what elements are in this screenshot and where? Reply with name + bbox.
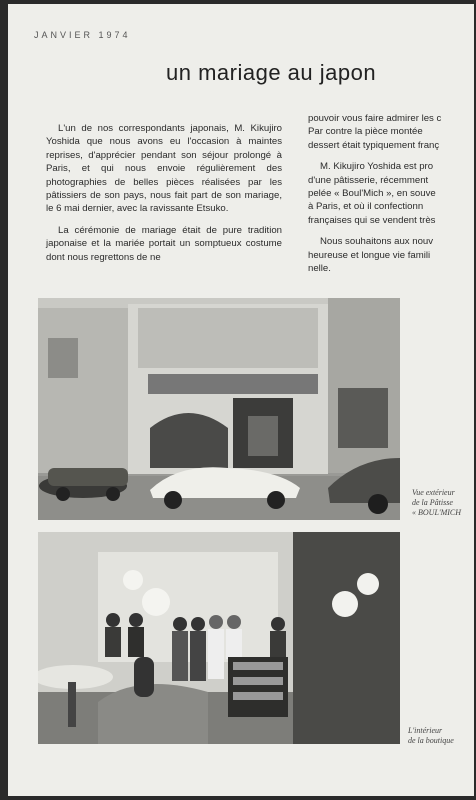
photo-shop-interior <box>38 532 400 744</box>
article-column-left <box>46 122 282 272</box>
caption-interior: L'intérieur de la boutique <box>408 726 454 745</box>
article-title: un mariage au japon <box>166 60 377 85</box>
caption-exterior: Vue extérieur de la Pâtisse « BOUL'MICH <box>412 488 462 517</box>
issue-date: JANVIER 1974 <box>34 30 131 40</box>
article-column-right <box>308 112 474 283</box>
paragraph-shop: M. Kikujiro Yoshida est pro d'une pâtisserie, récemment pelée « Boul'Mich », en souve à Paris, et où il confectionn françaises qui se vendent très <box>308 161 436 226</box>
photo-shop-exterior <box>38 298 400 520</box>
paragraph-wishes: Nous souhaitons aux nouv heureuse et longue vie famili nelle. <box>308 236 434 275</box>
paragraph-continuation: pouvoir vous faire admirer les c Par contre la pièce montée dessert était typiquement franç <box>308 113 442 151</box>
magazine-page <box>8 4 474 796</box>
paragraph-ceremony: La cérémonie de mariage était de pure tradition japonaise et la mariée portait un somptueux costume dont nous regrettons de ne <box>46 224 282 263</box>
paragraph-intro: L'un de nos correspondants japonais, M. Kikujiro Yoshida que nous avons eu l'occasion à maintes reprises, d'apprécier pendant son séjour prolongé à Paris, et qui nous envoie régulièrement des photographies de belles pièces réalisées par les pâtissiers de son pays, nous fait part de son mariage, le 6 mai dernier, avec la ravissante Etsuko. <box>46 123 282 215</box>
